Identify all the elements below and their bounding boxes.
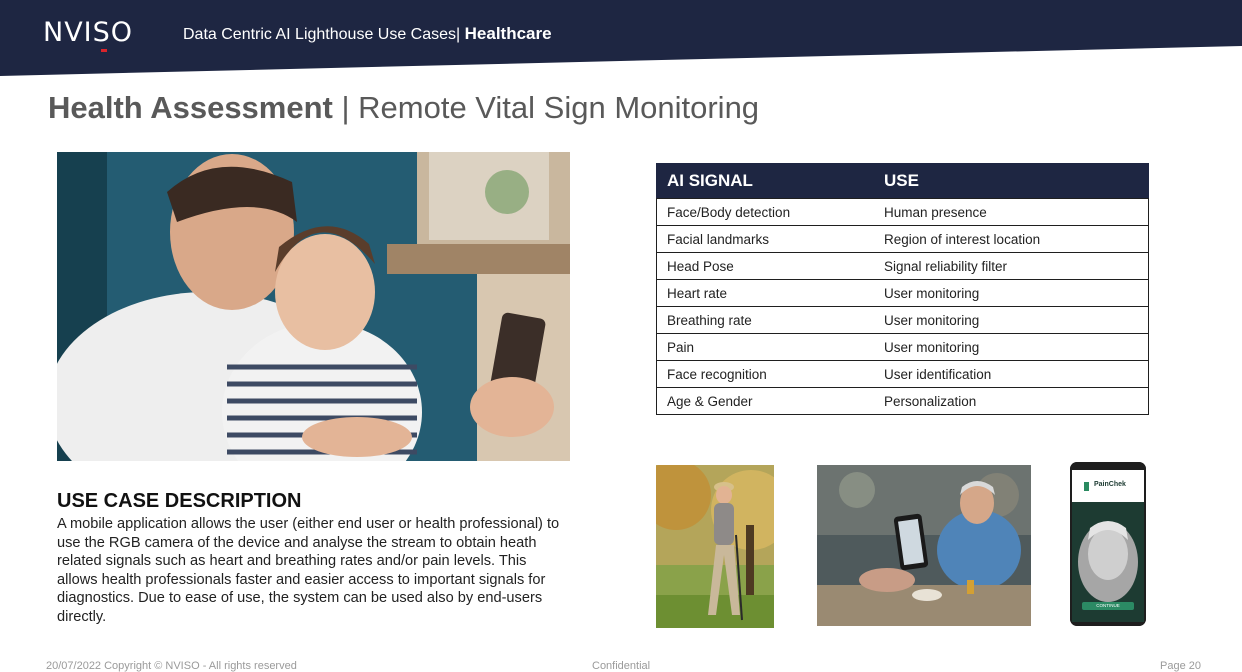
table-cell-signal: Facial landmarks <box>657 226 875 253</box>
header-subtitle-text: Data Centric AI Lighthouse Use Cases| <box>183 26 461 43</box>
painchek-phone-mockup <box>1070 462 1146 626</box>
nviso-logo: NVISO <box>43 17 133 48</box>
painchek-continue-button[interactable]: CONTINUE <box>1096 603 1120 608</box>
footer-page-number: Page 20 <box>1160 660 1201 672</box>
use-case-body: A mobile application allows the user (either end user or health professional) to use the RGB camera of the device and analyse the stream to obtain heath related signals such as heart and breathing rates and/or pain levels. This allows health professionals faster and easier access to important signals for diagnostics. Due to ease of use, the system can be used also by end-users directly. <box>57 516 560 625</box>
table-cell-use: User monitoring <box>874 280 1149 307</box>
table-header-row <box>657 164 1149 199</box>
table-row <box>657 199 1149 226</box>
table-cell-signal: Breathing rate <box>657 307 875 334</box>
video-call-photo <box>817 465 1031 626</box>
page-title-sub: Remote Vital Sign Monitoring <box>358 90 760 125</box>
table-cell-use: User monitoring <box>874 334 1149 361</box>
table-cell-signal: Head Pose <box>657 253 875 280</box>
page-title-separator: | <box>332 90 359 125</box>
header-band <box>0 0 1242 76</box>
page-title <box>48 90 759 126</box>
table-row <box>657 361 1149 388</box>
elderly-walking-photo <box>656 465 774 628</box>
painchek-app-name: PainChek <box>1094 481 1126 488</box>
table-cell-use: User monitoring <box>874 307 1149 334</box>
table-header-use: USE <box>874 164 1149 199</box>
table-row <box>657 253 1149 280</box>
table-cell-signal: Face recognition <box>657 361 875 388</box>
table-row <box>657 280 1149 307</box>
table-row <box>657 388 1149 415</box>
table-row <box>657 334 1149 361</box>
table-cell-signal: Heart rate <box>657 280 875 307</box>
header-section: Healthcare <box>464 24 552 43</box>
use-case-heading: USE CASE DESCRIPTION <box>57 490 302 512</box>
table-cell-use: Human presence <box>874 199 1149 226</box>
footer-confidential: Confidential <box>592 660 651 672</box>
table-cell-use: User identification <box>874 361 1149 388</box>
table-cell-signal: Age & Gender <box>657 388 875 415</box>
page-title-main: Health Assessment <box>48 90 333 125</box>
table-cell-signal: Face/Body detection <box>657 199 875 226</box>
footer-copyright: 20/07/2022 Copyright © NVISO - All rights reserved <box>46 660 297 672</box>
table-cell-use: Region of interest location <box>874 226 1149 253</box>
father-son-phone-photo <box>57 152 570 461</box>
table-header-ai-signal: AI SIGNAL <box>657 164 875 199</box>
table-row <box>657 226 1149 253</box>
ai-signal-table <box>656 163 1149 415</box>
logo-accent-mark <box>101 49 107 52</box>
table-row <box>657 307 1149 334</box>
header-subtitle <box>183 24 552 44</box>
table-cell-signal: Pain <box>657 334 875 361</box>
table-cell-use: Signal reliability filter <box>874 253 1149 280</box>
table-cell-use: Personalization <box>874 388 1149 415</box>
